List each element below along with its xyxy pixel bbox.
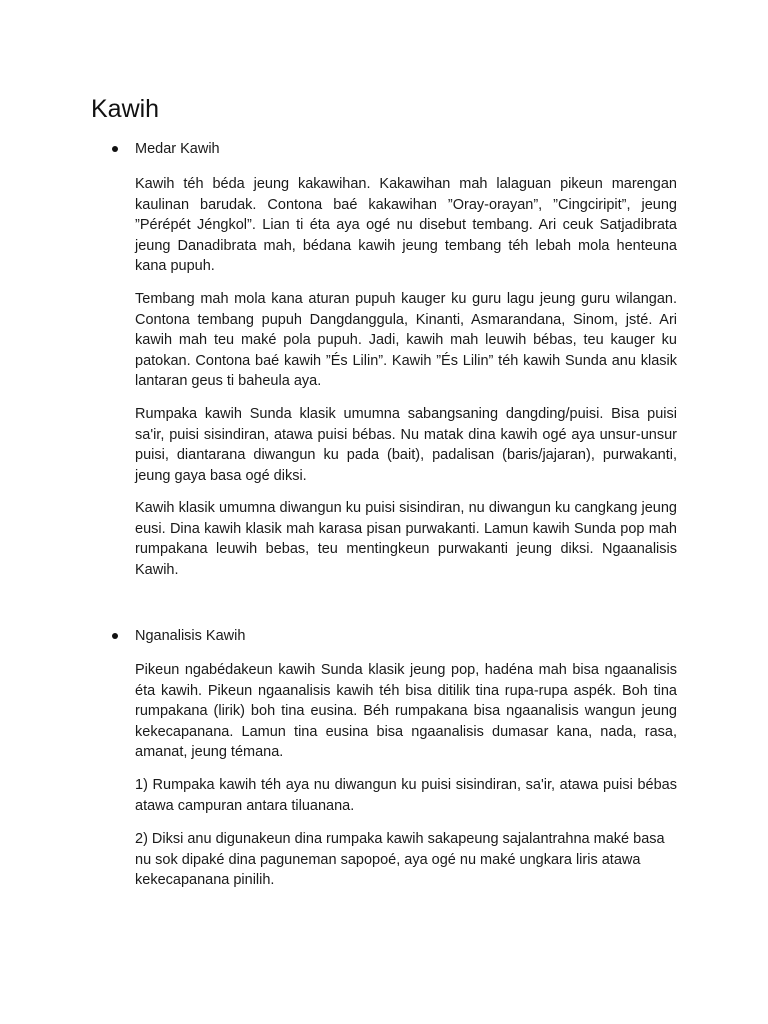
bullet-dot-icon — [112, 146, 118, 152]
paragraph: Pikeun ngabédakeun kawih Sunda klasik jeung pop, hadéna mah bisa ngaanalisis éta kawih. Pikeun ngaanalisis kawih téh bisa ditilik tina rupa-rupa aspék. Boh tina rumpakana (lirik) boh tina eusina. Béh rumpakana bisa ngaanalisis wangun jeung kekecapanana. Lamun tina eusina bisa ngaanalisis dumasar kana, nada, rasa, amanat, jeung témana. — [135, 662, 677, 761]
section-heading-label: Nganalisis Kawih — [135, 628, 246, 644]
paragraph: 2) Diksi anu digunakeun dina rumpaka kawih sakapeung sajalantrahna maké basa nu sok dipaké dina paguneman sapopoé, aya ogé nu maké ungkara liris atawa kekecapanana pinilih. — [135, 831, 665, 889]
paragraph: Rumpaka kawih Sunda klasik umumna sabangsaning dangding/puisi. Bisa puisi sa'ir, puisi sisindiran, atawa puisi bébas. Nu matak dina kawih ogé aya unsur-unsur puisi, diantarana diwangun ku pada (bait), padalisan (baris/jajaran), purwakanti, jeung gaya basa ogé diksi. — [135, 406, 677, 484]
paragraph: Tembang mah mola kana aturan pupuh kauger ku guru lagu jeung guru wilangan. Contona tembang pupuh Dangdanggula, Kinanti, Asmarandana, Sinom, jsté. Ari kawih mah teu maké pola pupuh. Jadi, kawih mah leuwih bébas, teu kauger ku patokan. Contona baé kawih ”És Lilin”. Kawih ”És Lilin” téh kawih Sunda anu klasik lantaran geus ti baheula aya. — [135, 291, 677, 390]
paragraph: Kawih klasik umumna diwangun ku puisi sisindiran, nu diwangun ku cangkang jeung eusi. Dina kawih klasik mah karasa pisan purwakanti. Lamun kawih Sunda pop mah rumpakana leuwih bebas, teu mentingkeun purwakanti jeung diksi. Ngaanalisis Kawih. — [135, 500, 677, 578]
bullet-dot-icon — [112, 633, 118, 639]
paragraph: 1) Rumpaka kawih téh aya nu diwangun ku puisi sisindiran, sa'ir, atawa puisi bébas atawa campuran antara tiluanana. — [135, 777, 677, 814]
document-title: Kawih — [91, 95, 160, 123]
section-heading-label: Medar Kawih — [135, 141, 220, 157]
paragraph: Kawih téh béda jeung kakawihan. Kakawihan mah lalaguan pikeun marengan kaulinan barudak. Contona baé kakawihan ”Oray-orayan”, ”Cingciripit”, jeung ”Pérépét Jéngkol”. Lian ti éta aya ogé nu disebut tembang. Ari ceuk Satjadibrata jeung Danadibrata mah, bédana kawih jeung tembang téh lebah mola henteuna kana pupuh. — [135, 176, 677, 275]
